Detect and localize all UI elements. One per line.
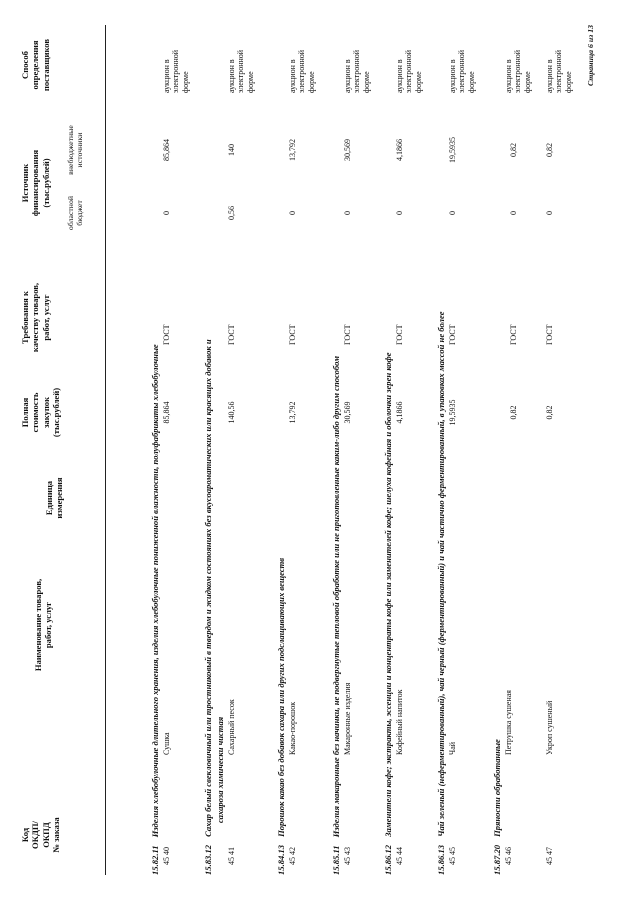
item-quality: ГОСТ [448,324,457,345]
item-quality: ГОСТ [343,324,352,345]
item-cost: 19,5935 [448,399,457,426]
item-method: аукцион в электронной форме [545,49,573,93]
header-unit: Единица измерения [44,477,65,519]
item-method: аукцион в электронной форме [395,49,423,93]
item-method: аукцион в электронной форме [162,49,190,93]
item-name: Какао-порошок [288,701,297,755]
item-name: Укроп сушеный [545,700,554,755]
item-method: аукцион в электронной форме [343,49,371,93]
item-extra: 140 [227,144,236,156]
item-regional: 0,56 [227,206,236,220]
item-cost: 13,792 [288,401,297,424]
item-name: Сахарный песок [227,699,236,755]
item-name: Сушка [162,732,171,755]
item-regional: 0 [288,211,297,215]
item-name: Кофейный напиток [395,689,404,755]
section-title: 15.86.12Заменители кофе; экстракты, эссенции и концентраты кофе или заменителей кофе; шелуха кофейная и оболочки зерен кофе [383,352,393,875]
item-extra: 0,82 [509,143,518,157]
order-number: 45 47 [545,847,554,865]
order-number: 45 40 [162,847,171,865]
item-regional: 0 [545,211,554,215]
item-regional: 0 [395,211,404,215]
item-extra: 4,1866 [395,139,404,161]
header-extra-budget: внебюджетные источники [66,125,85,175]
section-title: 15.87.20Пряности обработанные [492,739,502,875]
section-title: 15.82.11Изделия хлебобулочные длительного хранения, изделия хлебобулочные пониженной влажности, полуфабрикаты хлебобулочные [150,344,160,875]
item-quality: ГОСТ [395,324,404,345]
item-quality: ГОСТ [545,324,554,345]
header-method: Способ определения поставщиков [20,38,51,92]
item-method: аукцион в электронной форме [288,49,316,93]
header-divider [105,25,106,875]
order-number: 45 45 [448,847,457,865]
section-code: 15.86.12 [383,844,393,875]
item-extra: 0,82 [545,143,554,157]
header-regional-budget: областной бюджет [66,195,85,231]
item-regional: 0 [162,211,171,215]
order-number: 45 42 [288,847,297,865]
item-quality: ГОСТ [509,324,518,345]
section-title: 15.86.13Чай зеленый (неферментированный), чай черный (ферментированный) и чай частично ферментированный, в упаковках массой не более [436,311,446,875]
section-code: 15.86.13 [436,844,446,875]
item-cost: 0,82 [545,405,554,420]
section-code: 15.84.13 [276,844,286,875]
item-cost: 140,56 [227,401,236,424]
section-code: 15.82.11 [150,845,160,875]
header-quality: Требования к качеству товаров, работ, услуг [20,282,51,353]
item-cost: 85,864 [162,401,171,424]
header-code: Код ОКДП/ ОКПД № заказа [20,817,62,853]
section-title: 15.85.11Изделия макаронные без начинки, не подвергнутые тепловой обработке или не приготовленные каким-либо другим способом [331,356,341,875]
order-number: 45 46 [504,847,513,865]
section-code: 15.85.11 [331,845,341,875]
item-extra: 30,569 [343,139,352,161]
page-footer: Страница 6 из 13 [586,25,595,86]
item-method: аукцион в электронной форме [504,49,532,93]
item-method: аукцион в электронной форме [227,49,255,93]
item-name: Петрушка сушеная [504,690,513,755]
section-title: 15.84.13Порошок какао без добавок сахара или других подслащивающих веществ [276,557,286,875]
header-financing: Источник финансирования (тыс.рублей) [20,149,51,217]
item-name: Макаронные изделия [343,682,352,755]
order-number: 45 44 [395,847,404,865]
order-number: 45 41 [227,847,236,865]
item-quality: ГОСТ [162,324,171,345]
item-regional: 0 [448,211,457,215]
section-code: 15.83.12 [203,844,213,875]
item-extra: 85,864 [162,139,171,161]
item-name: Чай [448,741,457,755]
item-cost: 4,1866 [395,401,404,424]
item-extra: 19,5935 [448,137,457,163]
section-title: 15.83.12Сахар белый свекловичный или тростниковый в твердом и жидком состояниях без вкусоароматических или красящих добавок и [203,339,213,875]
item-cost: 30,569 [343,401,352,424]
section-title-continued: сахароза химически чистая [215,716,225,823]
item-method: аукцион в электронной форме [448,49,476,93]
item-quality: ГОСТ [227,324,236,345]
item-regional: 0 [343,211,352,215]
order-number: 45 43 [343,847,352,865]
item-extra: 13,792 [288,139,297,161]
item-cost: 0,82 [509,405,518,420]
section-code: 15.87.20 [492,844,502,875]
item-quality: ГОСТ [288,324,297,345]
header-cost: Полная стоимость закупок (тыс.рублей) [20,387,62,438]
item-regional: 0 [509,211,518,215]
header-name: Наименование товаров, работ, услуг [33,578,54,672]
